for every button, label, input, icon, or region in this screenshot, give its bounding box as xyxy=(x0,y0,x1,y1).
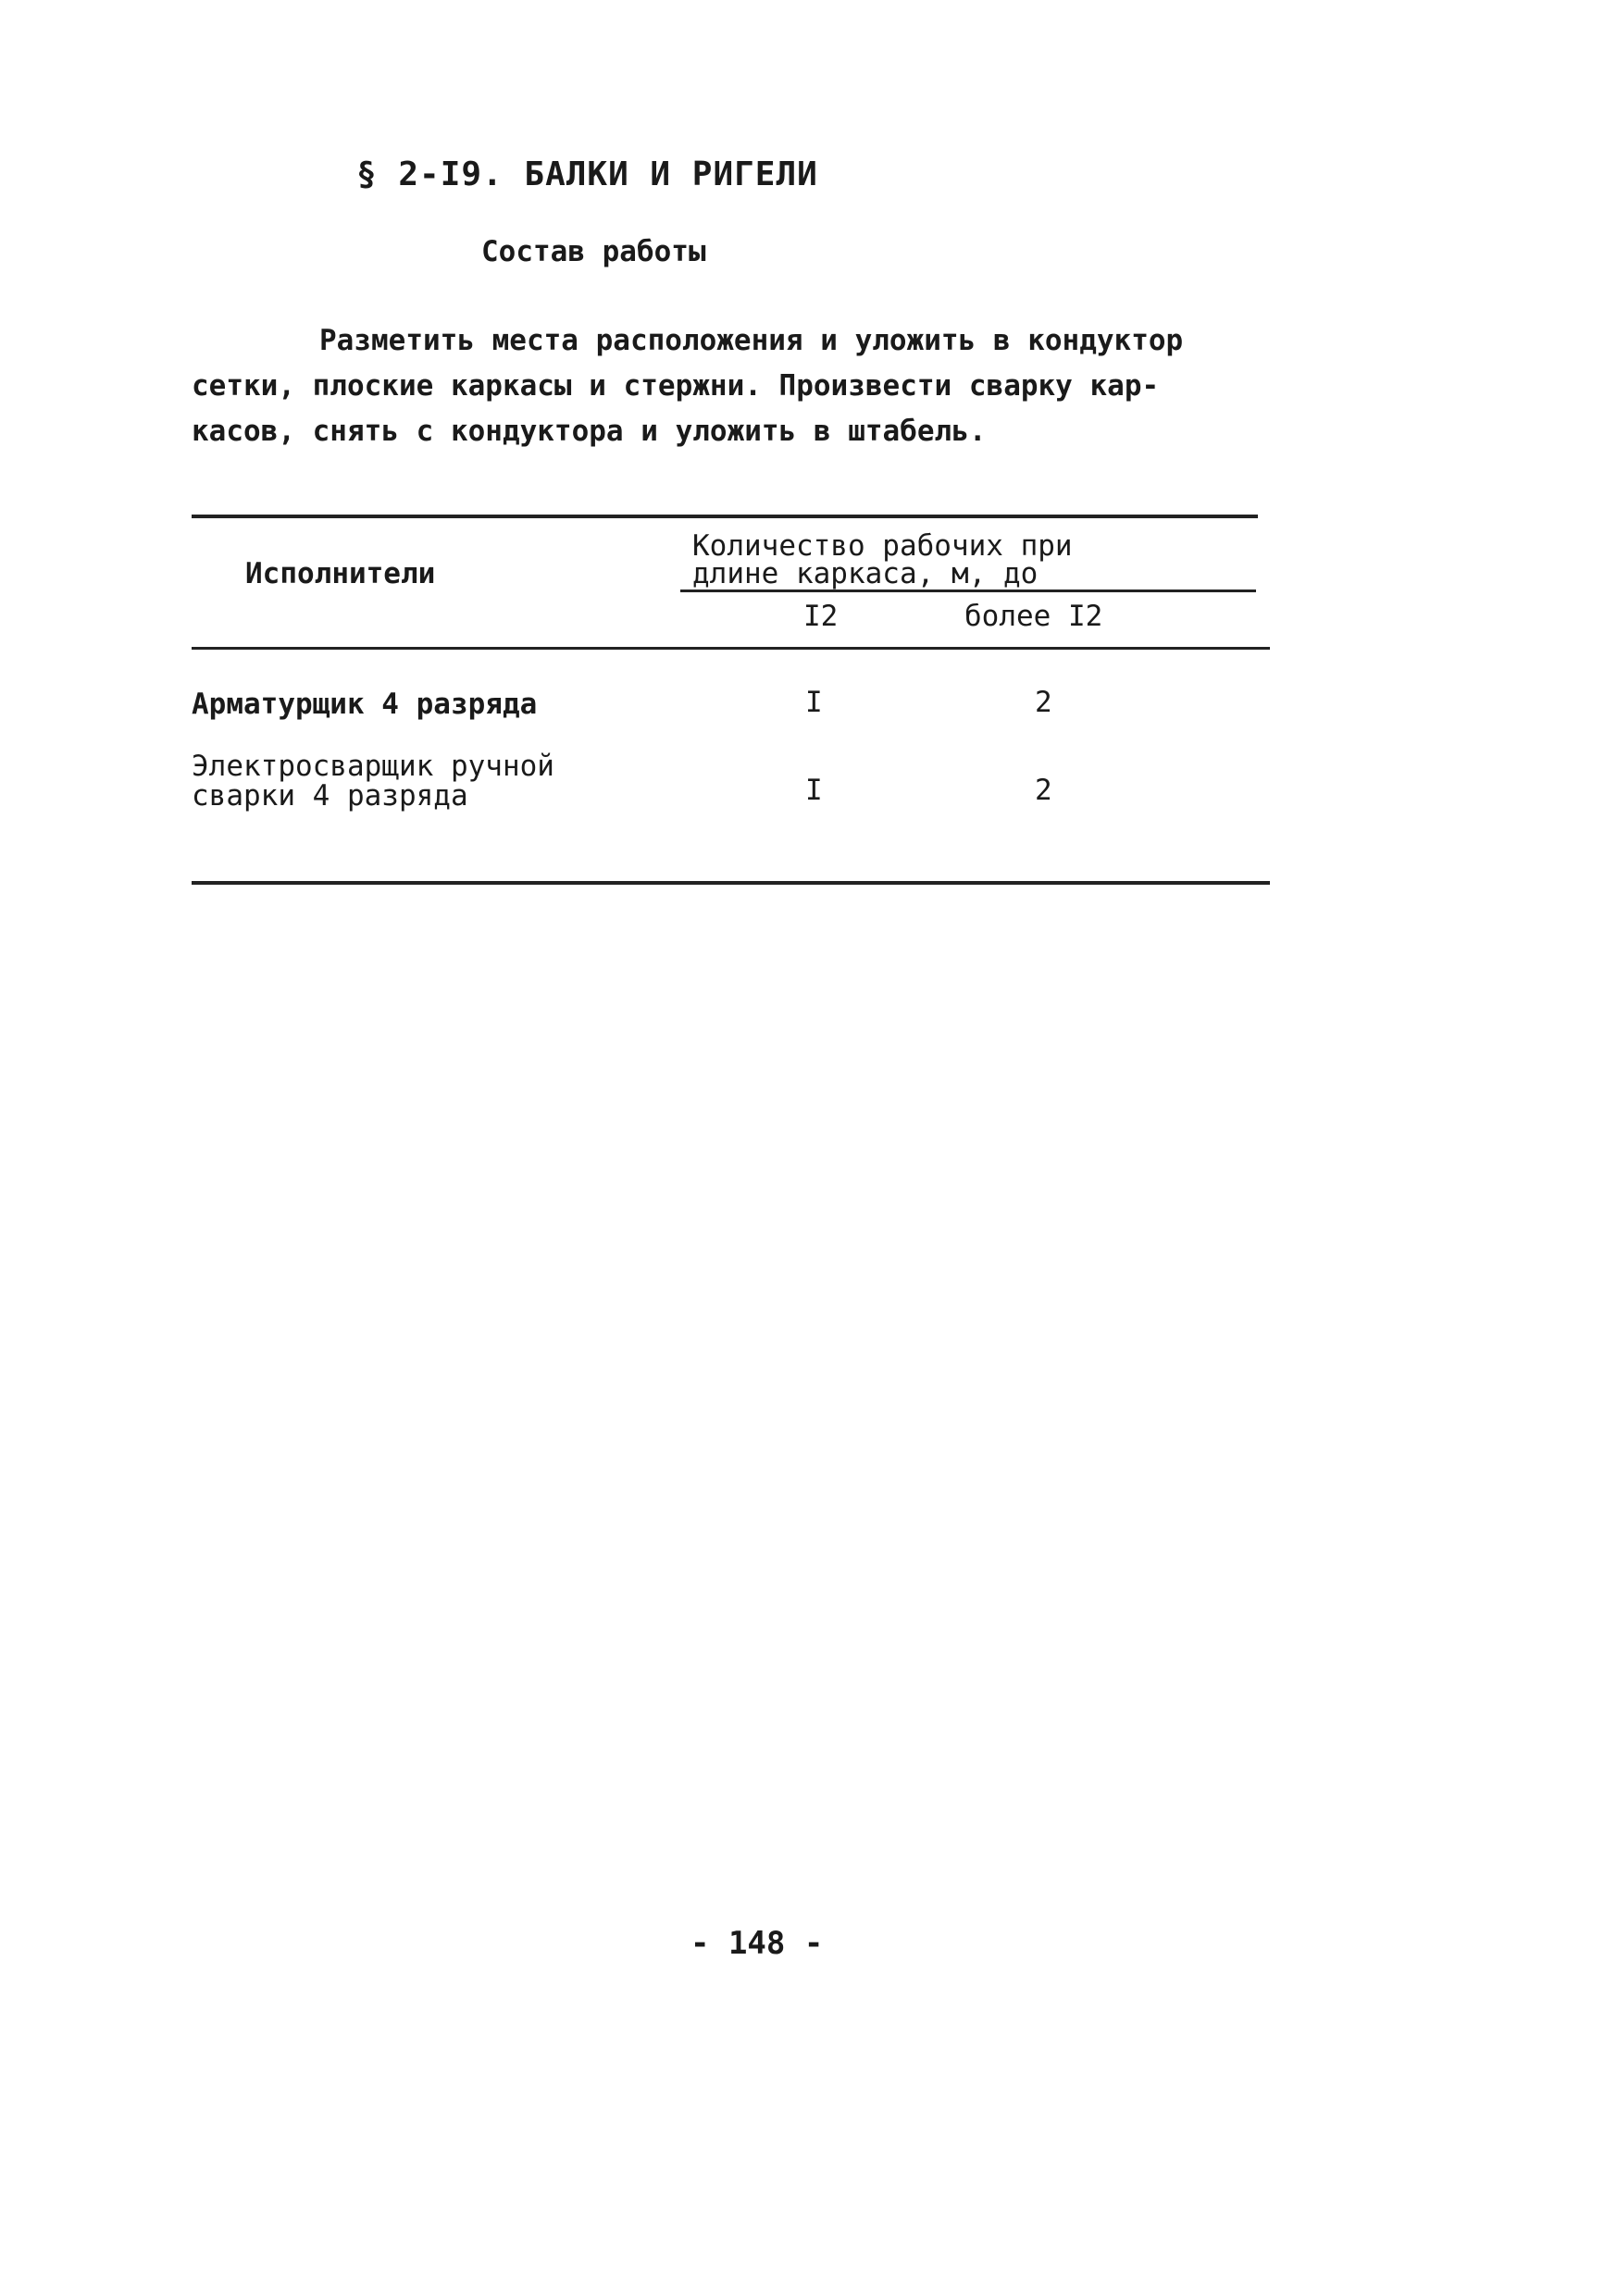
page-number: - 148 - xyxy=(690,1925,824,1962)
section-title: § 2-I9. БАЛКИ И РИГЕЛИ xyxy=(356,155,818,193)
work-description xyxy=(192,318,1339,454)
table-subheader-over-12: более I2 xyxy=(964,600,1103,633)
table-bottom-rule xyxy=(192,881,1270,885)
table-cell-value-over-12: 2 xyxy=(1035,774,1052,807)
table-subheader-up-to-12: I2 xyxy=(803,600,839,633)
work-description-line: Разметить места расположения и уложить в кондуктор xyxy=(319,324,1184,357)
table-header-workers-line1: Количество рабочих при xyxy=(692,529,1073,563)
table-header-bottom-rule xyxy=(192,647,1270,650)
table-header-workers-line2: длине каркаса, м, до xyxy=(692,557,1039,590)
table-cell-performer: сварки 4 разряда xyxy=(192,779,468,813)
table-cell-performer: Электросварщик ручной xyxy=(192,750,554,783)
work-description-line: касов, снять с кондуктора и уложить в штабель. xyxy=(192,415,987,448)
table-cell-value-up-to-12: I xyxy=(805,774,823,807)
table-cell-value-over-12: 2 xyxy=(1035,686,1052,719)
table-cell-performer: Арматурщик 4 разряда xyxy=(192,688,538,721)
table-top-rule xyxy=(192,515,1258,518)
table-header-performers: Исполнители xyxy=(245,557,436,590)
table-cell-value-up-to-12: I xyxy=(805,686,823,719)
work-description-line: сетки, плоские каркасы и стержни. Произвести сварку кар- xyxy=(192,369,1160,403)
section-subtitle: Состав работы xyxy=(481,235,706,268)
